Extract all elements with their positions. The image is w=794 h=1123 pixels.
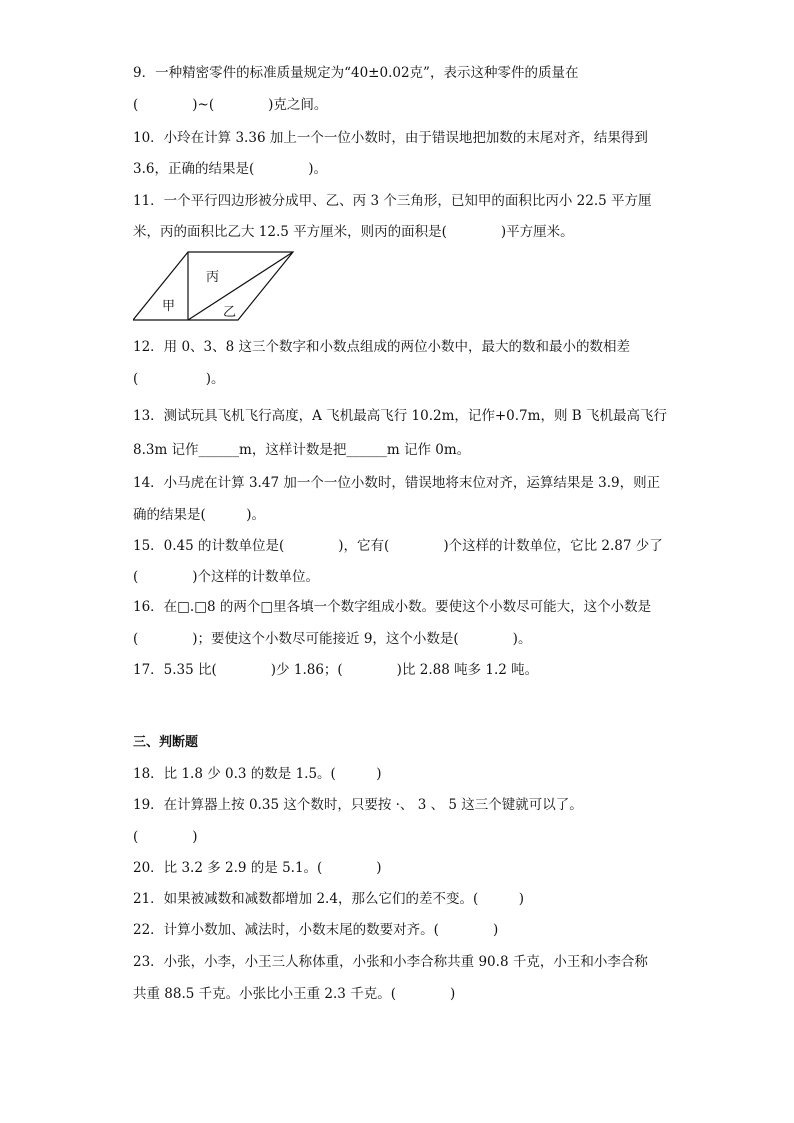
question-14-line-1: 14．小马虎在计算 3.47 加一个一位小数时，错误地将末位对齐，运算结果是 3.9，则正 xyxy=(133,475,661,491)
triangle-label-yi: 乙 xyxy=(223,305,237,320)
question-19-line-1: 19．在计算器上按 0.35 这个数时，只要按 ·、 3 、 5 这三个键就可以了。 xyxy=(133,797,583,813)
question-13-line-2: 8.3m 记作______m，这样计数是把______m 记作 0m。 xyxy=(133,442,471,458)
question-14-line-2: 确的结果是( )。 xyxy=(133,507,266,523)
question-16-line-1: 16．在□.□8 的两个□里各填一个数字组成小数。要使这个小数尽可能大，这个小数是 xyxy=(133,599,652,615)
question-15-line-2: ( )个这样的计数单位。 xyxy=(133,569,320,585)
triangle-label-jia: 甲 xyxy=(162,299,176,314)
question-9-line-1: 9．一种精密零件的标准质量规定为“40±0.02克”，表示这种零件的质量在 xyxy=(133,65,579,81)
question-17-line: 17．5.35 比( )少 1.86；( )比 2.88 吨多 1.2 吨。 xyxy=(133,662,539,678)
question-21-line: 21．如果被减数和减数都增加 2.4，那么它们的差不变。( ) xyxy=(133,891,524,907)
question-13-line-1: 13．测试玩具飞机飞行高度，A 飞机最高飞行 10.2m，记作+0.7m，则 B 飞机最高飞行 xyxy=(133,408,667,424)
question-12-line-1: 12．用 0、3、8 这三个数字和小数点组成的两位小数中，最大的数和最小的数相差 xyxy=(133,339,631,355)
question-16-line-2: ( )；要使这个小数尽可能接近 9，这个小数是( )。 xyxy=(133,631,532,647)
question-20-line: 20．比 3.2 多 2.9 的是 5.1。( ) xyxy=(133,860,382,876)
question-15-line-1: 15．0.45 的计数单位是( )，它有( )个这样的计数单位，它比 2.87 少了 xyxy=(133,538,663,554)
question-23-line-1: 23．小张，小李，小王三人称体重，小张和小李合称共重 90.8 千克，小王和小李合称 xyxy=(133,954,648,970)
question-22-line: 22．计算小数加、减法时，小数末尾的数要对齐。( ) xyxy=(133,922,499,938)
question-10-line-1: 10．小玲在计算 3.36 加上一个一位小数时，由于错误地把加数的末尾对齐，结果得到 xyxy=(133,130,648,146)
parallelogram-outline xyxy=(133,252,293,320)
question-12-line-2: ( )。 xyxy=(133,371,225,387)
question-23-line-2: 共重 88.5 千克。小张比小王重 2.3 千克。( ) xyxy=(133,986,456,1002)
question-10-line-2: 3.6，正确的结果是( )。 xyxy=(133,161,328,177)
parallelogram-figure xyxy=(133,250,298,322)
question-9-line-2: ( )~( )克之间。 xyxy=(133,97,328,113)
question-11-line-1: 11．一个平行四边形被分成甲、乙、丙 3 个三角形，已知甲的面积比丙小 22.5 平方厘 xyxy=(133,193,652,209)
triangle-label-bing: 丙 xyxy=(206,270,220,285)
section-heading-judgement: 三、判断题 xyxy=(133,735,199,750)
question-19-line-2: ( ) xyxy=(133,829,198,845)
question-18-line: 18．比 1.8 少 0.3 的数是 1.5。( ) xyxy=(133,766,382,782)
divider-diagonal xyxy=(188,252,293,320)
question-11-line-2: 米，丙的面积比乙大 12.5 平方厘米，则丙的面积是( )平方厘米。 xyxy=(133,224,574,240)
